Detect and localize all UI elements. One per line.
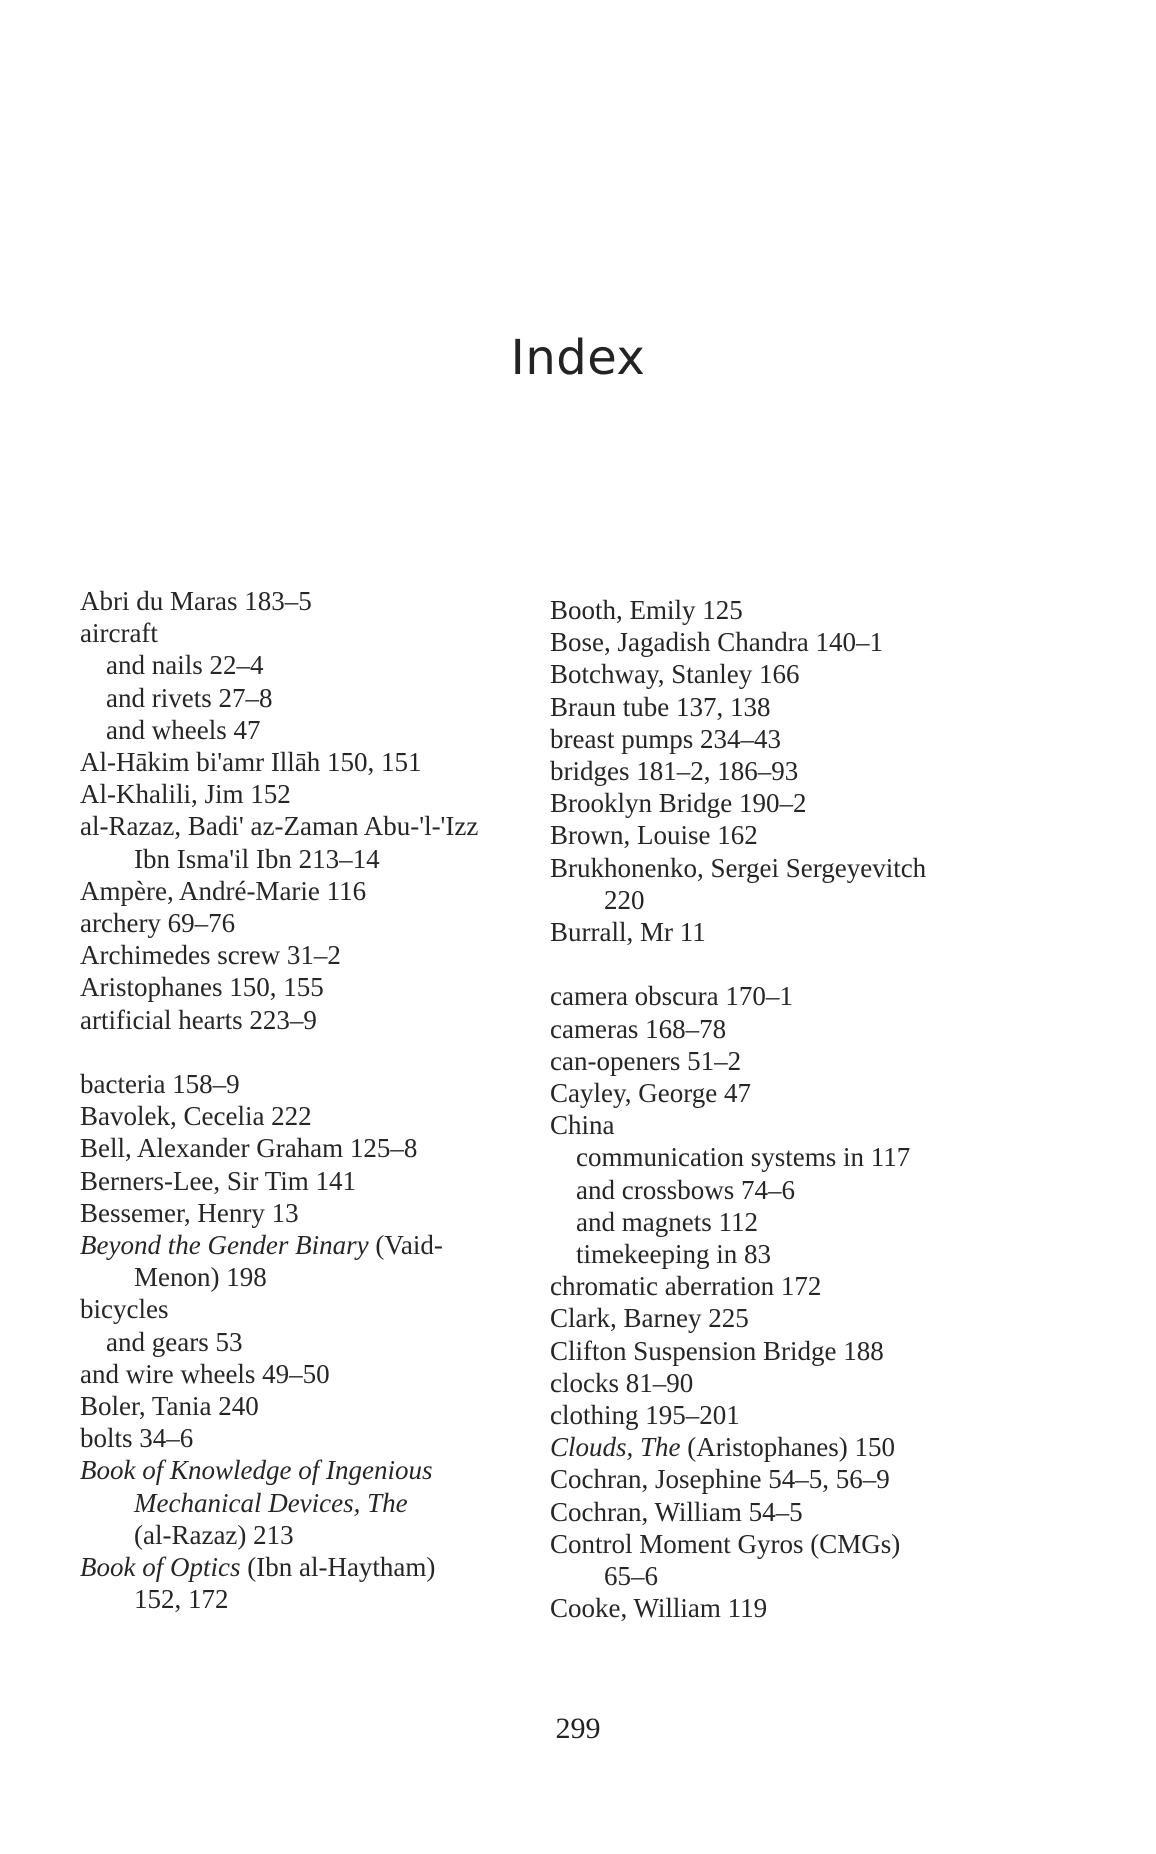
index-entry: Bavolek, Cecelia 222 [80,1101,312,1132]
index-entry: bicycles [80,1294,169,1325]
index-entry: Book of Knowledge of Ingenious [80,1455,433,1486]
index-subentry: and crossbows 74–6 [576,1174,795,1205]
index-entry: Clark, Barney 225 [550,1303,749,1334]
index-entry-continuation: 220 [604,884,645,915]
index-entry: aircraft [80,618,158,649]
index-entry: Burrall, Mr 11 [550,917,706,948]
index-entry: Bessemer, Henry 13 [80,1197,299,1228]
index-entry: Bell, Alexander Graham 125–8 [80,1133,418,1164]
index-entry: bolts 34–6 [80,1423,194,1454]
index-subentry: timekeeping in 83 [576,1239,771,1270]
index-entry: Brown, Louise 162 [550,820,758,851]
index-entry: Control Moment Gyros (CMGs) [550,1528,901,1559]
entry-text: (Aristophanes) 150 [680,1432,895,1463]
index-entry: al-Razaz, Badi' az-Zaman Abu-'l-'Izz [80,811,479,842]
index-subentry: and wire wheels 49–50 [80,1358,330,1389]
index-entry: Archimedes screw 31–2 [80,940,341,971]
index-subentry: and wheels 47 [106,714,261,745]
index-entry-continuation: Mechanical Devices, The [134,1487,408,1518]
index-entry: Brooklyn Bridge 190–2 [550,788,807,819]
index-entry-continuation: (al-Razaz) 213 [134,1519,294,1550]
index-entry [80,1551,530,1583]
index-entry-continuation: 152, 172 [134,1584,229,1615]
work-title: Clouds, The [550,1432,681,1463]
entry-text: (Vaid- [368,1230,443,1261]
index-entry: bridges 181–2, 186–93 [550,756,799,787]
page-title: Index [510,330,646,386]
index-entry: cameras 168–78 [550,1013,727,1044]
work-title: Book of Optics [80,1552,241,1583]
index-entry: Botchway, Stanley 166 [550,659,800,690]
index-entry: archery 69–76 [80,908,236,939]
index-entry: Clifton Suspension Bridge 188 [550,1335,884,1366]
index-entry: China [550,1110,615,1141]
index-entry: Aristophanes 150, 155 [80,972,324,1003]
index-entry: Ampère, André-Marie 116 [80,875,367,906]
letter-group-gap [80,1036,530,1068]
index-entry: Booth, Emily 125 [550,595,743,625]
index-entry: Berners-Lee, Sir Tim 141 [80,1165,356,1196]
index-entry-continuation: 65–6 [604,1561,658,1592]
index-entry: Al-Khalili, Jim 152 [80,779,291,810]
index-entry [80,1229,530,1261]
index-entry: camera obscura 170–1 [550,981,793,1012]
index-subentry: and magnets 112 [576,1206,758,1237]
index-subentry: and rivets 27–8 [106,682,273,713]
index-entry: bacteria 158–9 [80,1069,240,1100]
index-column-left [80,585,530,1615]
index-entry: Bose, Jagadish Chandra 140–1 [550,627,883,658]
index-subentry: and gears 53 [106,1326,243,1357]
index-entry: chromatic aberration 172 [550,1271,822,1302]
entry-text: (Ibn al-Haytham) [240,1552,436,1583]
index-entry: clocks 81–90 [550,1367,694,1398]
index-entry: clothing 195–201 [550,1400,740,1431]
index-entry: can-openers 51–2 [550,1045,742,1076]
index-entry: Cochran, William 54–5 [550,1496,803,1527]
index-column-right [550,594,990,1624]
index-entry-continuation: Menon) 198 [134,1262,267,1293]
index-entry: Cooke, William 119 [550,1593,768,1624]
index-entry: breast pumps 234–43 [550,723,781,754]
page-number: 299 [555,1712,601,1745]
index-subentry: communication systems in 117 [576,1142,911,1173]
index-entry: Boler, Tania 240 [80,1391,259,1422]
index-entry: Cayley, George 47 [550,1078,751,1109]
index-entry: Cochran, Josephine 54–5, 56–9 [550,1464,890,1495]
index-entry: Brukhonenko, Sergei Sergeyevitch [550,852,927,883]
index-subentry: and nails 22–4 [106,650,264,681]
work-title: Beyond the Gender Binary [80,1230,369,1261]
index-entry: artificial hearts 223–9 [80,1004,317,1035]
index-entry: Abri du Maras 183–5 [80,586,312,616]
index-entry: Braun tube 137, 138 [550,691,771,722]
index-entry-continuation: Ibn Isma'il Ibn 213–14 [134,843,380,874]
index-entry: Al-Hākim bi'amr Illāh 150, 151 [80,747,422,778]
letter-group-gap [550,948,990,980]
index-entry [550,1431,990,1463]
